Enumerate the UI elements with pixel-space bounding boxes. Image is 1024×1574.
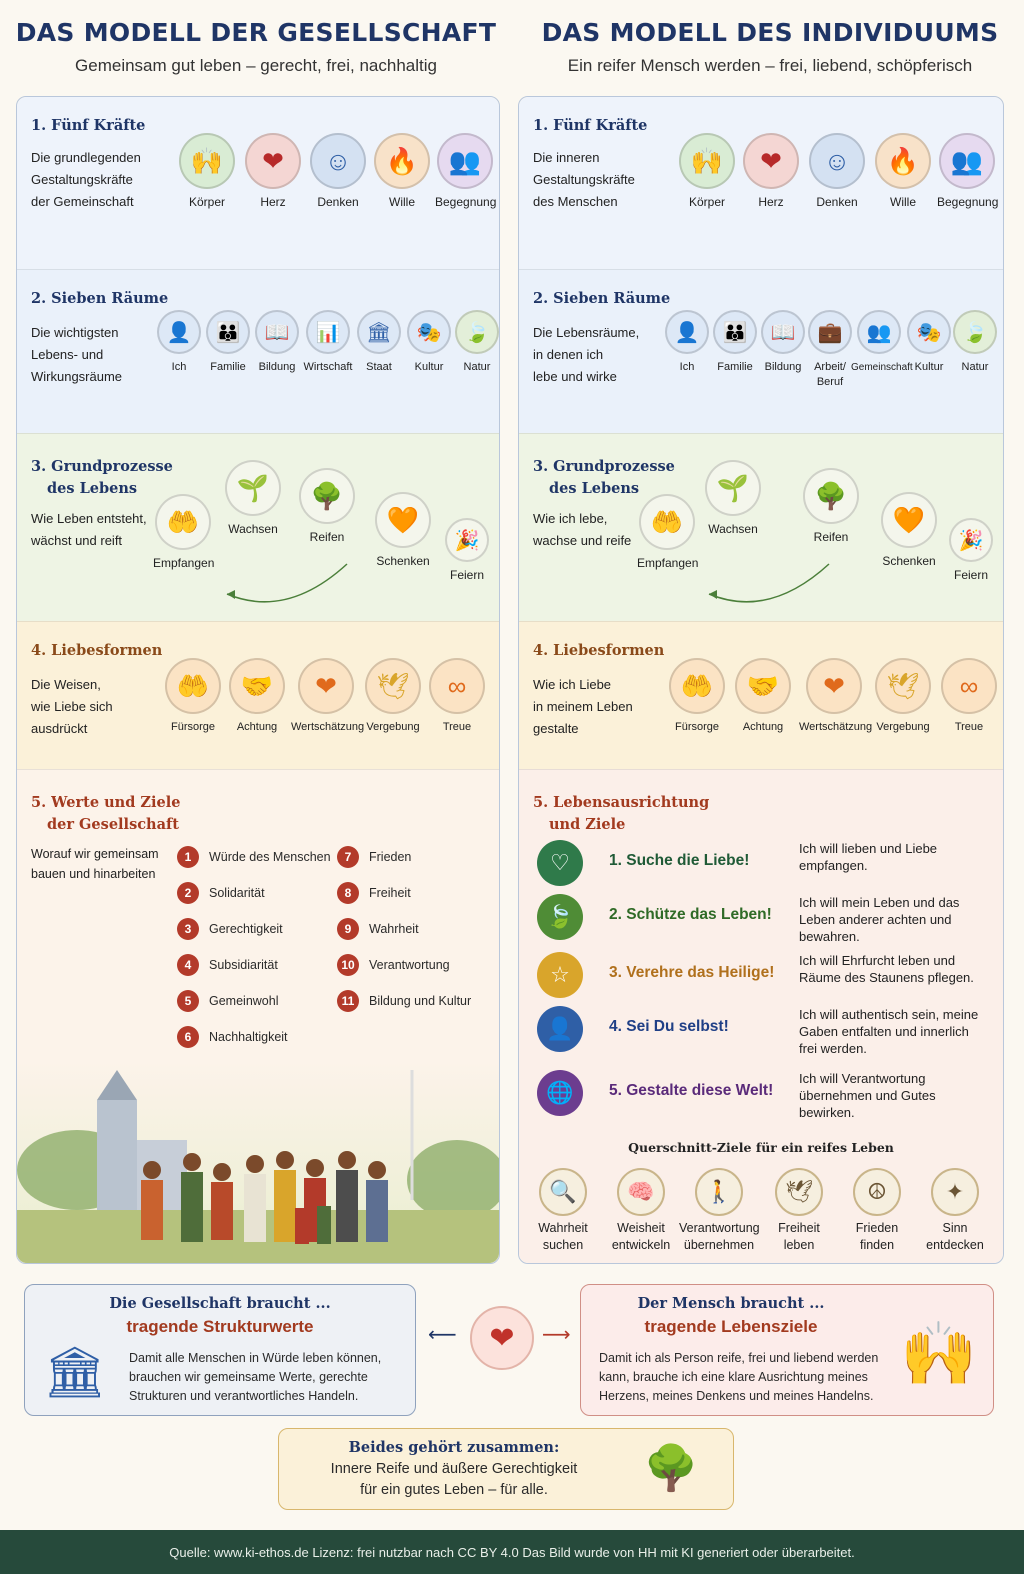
family-icon: 👪 <box>713 310 757 354</box>
palette-icon: 🎭 <box>407 310 451 354</box>
space-label: Bildung <box>764 361 802 373</box>
tree-icon: 🌳 <box>299 468 355 524</box>
magnifier-icon: 🔍 <box>539 1168 587 1216</box>
person-box <box>580 1284 994 1416</box>
right-section-goals <box>519 769 1003 1263</box>
space-label: Kultur <box>914 361 944 373</box>
force-label: Begegnung <box>937 195 999 209</box>
space-label: Ich <box>679 361 695 373</box>
love-label: Achtung <box>742 721 784 733</box>
love-label: Vergebung <box>366 721 420 733</box>
compass-icon: ✦ <box>931 1168 979 1216</box>
love-vergebung <box>363 658 423 735</box>
desc-line: Gestaltungskräfte <box>31 172 133 187</box>
society-box <box>24 1284 416 1416</box>
value-item: 10 Verantwortung <box>337 954 450 976</box>
love-achtung <box>733 658 793 735</box>
right-subtitle: Ein reifer Mensch werden – frei, liebend, schöpferisch <box>567 56 973 75</box>
together-title: Beides gehört zusammen: <box>348 1439 560 1456</box>
force-label: Begegnung <box>435 195 497 209</box>
force-mind <box>807 133 867 210</box>
space-label: Natur <box>961 361 989 373</box>
space-wirtschaft <box>300 310 356 375</box>
arrow-right-icon: ⟶ <box>542 1324 571 1346</box>
section-title: 4. Liebesformen <box>31 642 163 659</box>
value-item: 9 Wahrheit <box>337 918 419 940</box>
force-body <box>677 133 737 210</box>
value-item: 5 Gemeinwohl <box>177 990 278 1012</box>
value-item: 11 Bildung und Kultur <box>337 990 471 1012</box>
section-title: 5. Lebensausrichtung und Ziele <box>533 794 710 833</box>
force-heart <box>243 133 303 210</box>
cross-goal: 🔍 Wahrheit suchen <box>523 1168 603 1254</box>
right-title: DAS MODELL DES INDIVIDUUMS <box>541 18 999 47</box>
right-section-love <box>519 621 1003 769</box>
desc-line: Wirkungsräume <box>31 369 123 384</box>
desc-line: Die wichtigsten <box>31 325 119 340</box>
force-mind <box>308 133 368 210</box>
person-icon: 👤 <box>537 1006 583 1052</box>
space-natur <box>449 310 505 375</box>
space-natur <box>947 310 1003 375</box>
desc-line: gestalte <box>533 721 579 736</box>
desc-line: Worauf wir gemeinsam <box>31 847 159 861</box>
together-line: für ein gutes Leben – für alle. <box>360 1482 548 1498</box>
goal-name: 3. Verehre das Heilige! <box>609 964 775 981</box>
heart-icon: ❤ <box>298 658 354 714</box>
force-label: Herz <box>758 195 784 209</box>
process-label: Wachsen <box>228 522 278 536</box>
love-label: Wertschätzung <box>291 721 365 733</box>
flame-icon: 🔥 <box>374 133 430 189</box>
figure-icon: 🚶 <box>695 1168 743 1216</box>
together-line: Innere Reife und äußere Gerechtigkeit <box>330 1461 578 1477</box>
process-label: Feiern <box>953 568 988 582</box>
briefcase-icon: 💼 <box>808 310 852 354</box>
society-title: Die Gesellschaft braucht ... <box>109 1295 331 1312</box>
right-panel <box>518 96 1004 1264</box>
value-item: 1 Würde des Menschen <box>177 846 331 868</box>
love-label: Achtung <box>236 721 278 733</box>
space-label: Wirtschaft <box>303 361 353 373</box>
people-icon: 👥 <box>437 133 493 189</box>
goal-desc: Ich will mein Leben und das Leben anderer achten und bewahren. <box>799 895 960 944</box>
desc-line: Die Lebensräume, <box>533 325 640 340</box>
palette-icon: 🎭 <box>907 310 951 354</box>
space-bildung <box>249 310 305 375</box>
force-label: Denken <box>816 195 858 209</box>
society-text: Damit alle Menschen in Würde leben können, brauchen wir gemeinsame Werte, gerechte Strukturen und verantwortliches Handeln. <box>129 1351 382 1403</box>
desc-line: des Menschen <box>533 194 618 209</box>
family-icon: 👪 <box>206 310 250 354</box>
process-reifen <box>297 468 357 545</box>
process-label: Schenken <box>376 554 430 568</box>
desc-line: Die Weisen, <box>31 677 101 692</box>
goal-desc: Ich will Ehrfurcht leben und Räume des Staunens pflegen. <box>799 953 974 985</box>
celebrate-icon: 🎉 <box>445 518 489 562</box>
love-label: Fürsorge <box>674 721 720 733</box>
building-icon: 🏛 <box>43 1344 107 1400</box>
value-item: 6 Nachhaltigkeit <box>177 1026 288 1048</box>
process-label: Schenken <box>882 554 936 568</box>
dove-icon: 🕊 <box>875 658 931 714</box>
building-icon: 🏛 <box>357 310 401 354</box>
cross-goal: 🕊 Freiheit leben <box>759 1168 839 1254</box>
star-icon: ☆ <box>537 952 583 998</box>
goal-world <box>537 1070 1007 1126</box>
right-section-processes <box>519 433 1003 621</box>
process-wachsen <box>223 460 283 537</box>
desc-line: der Gemeinschaft <box>31 194 134 209</box>
love-label: Treue <box>442 721 472 733</box>
desc-line: Wie ich lebe, <box>533 511 608 526</box>
force-label: Herz <box>260 195 286 209</box>
space-label: Familie <box>210 361 246 373</box>
value-item: 2 Solidarität <box>177 882 265 904</box>
person-title: Der Mensch braucht ... <box>637 1295 825 1312</box>
section-title: 3. Grundprozesse des Lebens <box>533 458 675 497</box>
left-section-forces <box>17 97 499 269</box>
force-will <box>372 133 432 210</box>
desc-line: Gestaltungskräfte <box>533 172 635 187</box>
head-icon: ☺ <box>809 133 865 189</box>
left-panel <box>16 96 500 1264</box>
value-item: 7 Frieden <box>337 846 411 868</box>
space-familie <box>200 310 256 375</box>
process-schenken <box>373 492 433 569</box>
space-ich <box>151 310 207 375</box>
group-icon: 👥 <box>857 310 901 354</box>
force-encounter <box>937 133 997 210</box>
cross-goal: ☮ Frieden finden <box>837 1168 917 1254</box>
person-subtitle: tragende Lebensziele <box>644 1317 818 1336</box>
space-label: Arbeit/ Beruf <box>814 361 846 388</box>
desc-line: bauen und hinarbeiten <box>31 867 156 881</box>
section-title: 4. Liebesformen <box>533 642 665 659</box>
heart-icon: ❤ <box>245 133 301 189</box>
force-body <box>177 133 237 210</box>
person-icon: 👤 <box>157 310 201 354</box>
heart-icon: ❤ <box>806 658 862 714</box>
process-label: Empfangen <box>153 556 215 570</box>
value-item: 8 Freiheit <box>337 882 411 904</box>
desc-line: in meinem Leben <box>533 699 633 714</box>
person-icon: 👤 <box>665 310 709 354</box>
sprout-icon: 🌱 <box>705 460 761 516</box>
value-item: 3 Gerechtigkeit <box>177 918 283 940</box>
desc-line: Die grundlegenden <box>31 150 141 165</box>
left-section-love <box>17 621 499 769</box>
force-encounter <box>435 133 495 210</box>
love-label: Vergebung <box>876 721 930 733</box>
footer-credit: Quelle: www.ki-ethos.de Lizenz: frei nutzbar nach CC BY 4.0 Das Bild wurde von HH mit KI generiert oder überarbeitet. <box>0 1530 1024 1574</box>
together-box <box>278 1428 734 1510</box>
tree-icon: 🌳 <box>803 468 859 524</box>
space-staat <box>351 310 407 375</box>
peace-icon: ☮ <box>853 1168 901 1216</box>
giving-hands-icon: 🧡 <box>881 492 937 548</box>
goal-name: 1. Suche die Liebe! <box>609 852 750 869</box>
goal-holy <box>537 952 1007 1008</box>
cycle-arrow <box>197 544 367 604</box>
heart-icon: ❤ <box>743 133 799 189</box>
goal-name: 5. Gestalte diese Welt! <box>609 1082 774 1099</box>
love-wertschaetzung <box>291 658 365 735</box>
process-schenken <box>879 492 939 569</box>
goal-desc: Ich will authentisch sein, meine Gaben entfalten und innerlich frei werden. <box>799 1007 979 1056</box>
section-title: 2. Sieben Räume <box>533 290 671 307</box>
dove-icon: 🕊 <box>365 658 421 714</box>
desc-line: ausdrückt <box>31 721 88 736</box>
goal-life <box>537 894 1007 950</box>
right-section-spaces <box>519 269 1003 433</box>
handshake-icon: 🤝 <box>735 658 791 714</box>
people-icon: 👥 <box>939 133 995 189</box>
space-label: Kultur <box>414 361 444 373</box>
goal-desc: Ich will lieben und Liebe empfangen. <box>799 841 938 873</box>
desc-line: Die inneren <box>533 150 600 165</box>
sprout-icon: 🌱 <box>225 460 281 516</box>
force-heart <box>741 133 801 210</box>
chart-icon: 📊 <box>306 310 350 354</box>
caring-hands-icon: 🤲 <box>669 658 725 714</box>
love-treue <box>939 658 999 735</box>
hands-icon: 🤲 <box>155 494 211 550</box>
love-fuersorge <box>163 658 223 735</box>
process-feiern <box>941 518 1001 583</box>
arrow-left-icon: ⟵ <box>428 1324 457 1346</box>
force-label: Körper <box>188 195 226 209</box>
infinity-icon: ∞ <box>941 658 997 714</box>
book-icon: 📖 <box>255 310 299 354</box>
force-will <box>873 133 933 210</box>
goal-love <box>537 840 1007 896</box>
person-text: Damit ich als Person reife, frei und liebend werden kann, brauche ich eine klare Ausrichtung meines Herzens, meines Denkens und meines Handelns. <box>599 1351 879 1403</box>
love-wertschaetzung <box>799 658 873 735</box>
left-subtitle: Gemeinsam gut leben – gerecht, frei, nachhaltig <box>75 56 437 75</box>
section-title: 2. Sieben Räume <box>31 290 169 307</box>
section-title: 3. Grundprozesse des Lebens <box>31 458 173 497</box>
section-title: 5. Werte und Ziele der Gesellschaft <box>31 794 181 833</box>
center-heart-icon: ❤ <box>470 1306 534 1370</box>
goal-desc: Ich will Verantwortung übernehmen und Gutes bewirken. <box>799 1071 936 1120</box>
value-item: 4 Subsidiarität <box>177 954 278 976</box>
desc-line: wie Liebe sich <box>31 699 113 714</box>
love-label: Treue <box>954 721 984 733</box>
infinity-icon: ∞ <box>429 658 485 714</box>
space-label: Natur <box>463 361 491 373</box>
left-section-processes <box>17 433 499 621</box>
process-wachsen <box>703 460 763 537</box>
love-label: Fürsorge <box>170 721 216 733</box>
head-icon: ☺ <box>310 133 366 189</box>
love-achtung <box>227 658 287 735</box>
hands-icon: 🤲 <box>639 494 695 550</box>
dove-icon: 🕊 <box>775 1168 823 1216</box>
cross-goal: 🧠 Weisheit entwickeln <box>601 1168 681 1254</box>
goal-self <box>537 1006 1007 1062</box>
desc-line: Wie ich Liebe <box>533 677 612 692</box>
love-label: Wertschätzung <box>799 721 873 733</box>
leaf-icon: 🍃 <box>455 310 499 354</box>
left-section-spaces <box>17 269 499 433</box>
love-vergebung <box>873 658 933 735</box>
person-icon: 🙌 <box>900 1320 978 1389</box>
space-beruf <box>802 310 858 390</box>
love-treue <box>427 658 487 735</box>
giving-hands-icon: 🧡 <box>375 492 431 548</box>
tree-icon: 🌳 <box>643 1444 699 1493</box>
brain-icon: 🧠 <box>617 1168 665 1216</box>
globe-icon: 🌐 <box>537 1070 583 1116</box>
desc-line: Lebens- und <box>31 347 104 362</box>
space-label: Staat <box>366 361 392 373</box>
society-subtitle: tragende Strukturwerte <box>126 1317 314 1336</box>
space-label: Gemeinschaft <box>851 362 913 373</box>
flame-icon: 🔥 <box>875 133 931 189</box>
body-icon: 🙌 <box>679 133 735 189</box>
cross-goal: 🚶 Verantwortung übernehmen <box>679 1168 759 1254</box>
force-label: Wille <box>890 195 916 209</box>
handshake-icon: 🤝 <box>229 658 285 714</box>
goal-name: 4. Sei Du selbst! <box>609 1018 729 1035</box>
goal-name: 2. Schütze das Leben! <box>609 906 772 923</box>
community-illustration <box>17 1060 499 1263</box>
book-icon: 📖 <box>761 310 805 354</box>
space-label: Ich <box>171 361 187 373</box>
force-label: Körper <box>688 195 726 209</box>
process-feiern <box>437 518 497 583</box>
process-label: Wachsen <box>708 522 758 536</box>
right-section-forces <box>519 97 1003 269</box>
desc-line: wächst und reift <box>31 533 123 548</box>
section-title: 1. Fünf Kräfte <box>533 117 648 134</box>
desc-line: lebe und wirke <box>533 369 617 384</box>
space-gemeinschaft <box>851 310 913 375</box>
process-reifen <box>801 468 861 545</box>
body-icon: 🙌 <box>179 133 235 189</box>
force-label: Wille <box>389 195 415 209</box>
left-section-values <box>17 769 499 1263</box>
leaf-icon: 🍃 <box>537 894 583 940</box>
cycle-arrow <box>679 544 849 604</box>
heart-icon: ♡ <box>537 840 583 886</box>
leaf-icon: 🍃 <box>953 310 997 354</box>
cross-goal: ✦ Sinn entdecken <box>915 1168 995 1254</box>
desc-line: Wie Leben entsteht, <box>31 511 147 526</box>
space-label: Bildung <box>258 361 296 373</box>
process-label: Feiern <box>449 568 484 582</box>
caring-hands-icon: 🤲 <box>165 658 221 714</box>
desc-line: wachse und reife <box>533 533 632 548</box>
celebrate-icon: 🎉 <box>949 518 993 562</box>
process-label: Reifen <box>813 530 849 544</box>
space-label: Familie <box>717 361 753 373</box>
force-label: Denken <box>317 195 359 209</box>
process-label: Empfangen <box>637 556 699 570</box>
desc-line: in denen ich <box>533 347 604 362</box>
love-fuersorge <box>667 658 727 735</box>
cross-goals-title: Querschnitt-Ziele für ein reifes Leben <box>628 1140 894 1155</box>
section-title: 1. Fünf Kräfte <box>31 117 146 134</box>
left-title: DAS MODELL DER GESELLSCHAFT <box>15 18 497 47</box>
process-label: Reifen <box>309 530 345 544</box>
